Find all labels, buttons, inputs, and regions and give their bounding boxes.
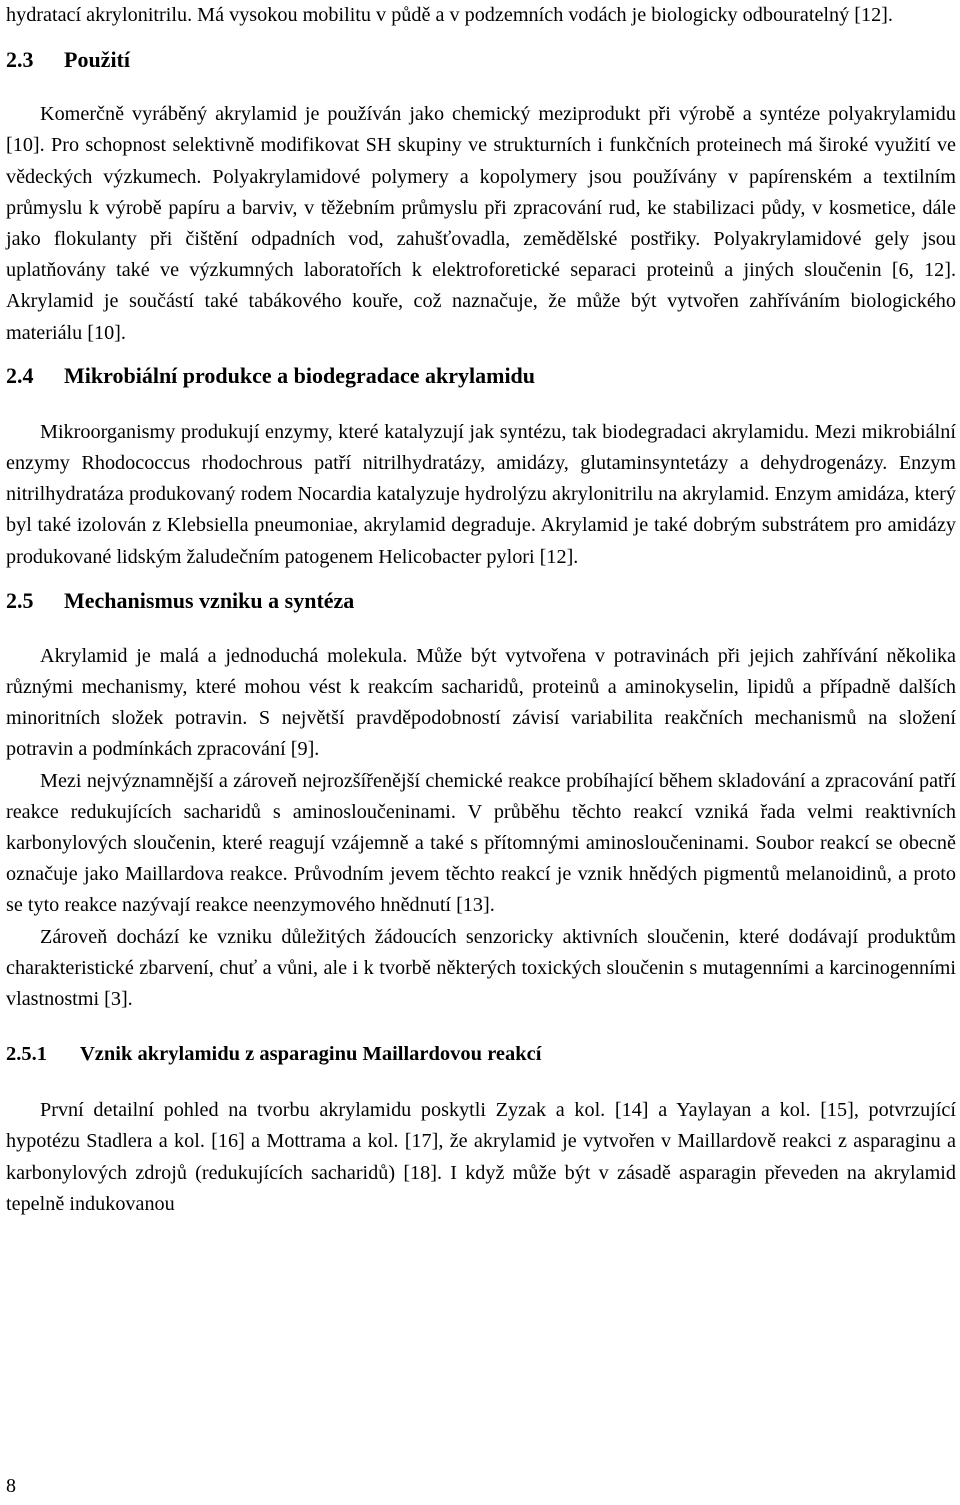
paragraph-mechanism-intro: Akrylamid je malá a jednoduchá molekula. Může být vytvořena v potravinách při jejich zahřívání několika různými mechanismy, které mohou vést k reakcím sacharidů, proteinů a aminokyselin, lipidů a případně dalších minoritních složek potravin. S největší pravděpodobností závisí variabilita reakčních mechanismů na složení potravin a podmínkách zpracování [9]. xyxy=(6,644,956,761)
page-number: 8 xyxy=(6,1475,16,1497)
section-number: 2.5.1 xyxy=(6,1043,47,1066)
section-number: 2.4 xyxy=(6,362,34,388)
section-heading-2-5-1 xyxy=(6,1039,956,1069)
section-title: Použití xyxy=(64,47,130,73)
document-page xyxy=(6,0,956,1505)
paragraph-usage: Komerčně vyráběný akrylamid je používán jako chemický meziprodukt při výrobě a syntéze polyakrylamidu [10]. Pro schopnost selektivně modifikovat SH skupiny ve strukturních i funkčních proteinech má široké využití ve vědeckých výzkumech. Polyakrylamidové polymery a kopolymery jsou používány v papírenském a textilním průmyslu k výrobě papíru a barviv, v těžebním průmyslu při zpracování rud, ke stabilizaci půdy, v kosmetice, dále jako flokulanty při čištění odpadních vod, zahušťovadla, zemědělské postřiky. Polyakrylamidové gely jsou uplatňovány také ve výzkumných laboratořích k elektroforetické separaci proteinů a jiných sloučenin [6, 12]. Akrylamid je součástí také tabákového kouře, což naznačuje, že může být vytvořen zahříváním biologického materiálu [10]. xyxy=(6,103,956,344)
section-heading-2-4 xyxy=(6,361,956,391)
paragraph-intro-continuation: hydratací akrylonitrilu. Má vysokou mobilitu v půdě a v podzemních vodách je biologicky odbouratelný [12]. xyxy=(6,4,893,26)
section-number: 2.3 xyxy=(6,47,34,73)
section-title: Mechanismus vzniku a syntéza xyxy=(64,587,355,613)
section-title: Mikrobiální produkce a biodegradace akrylamidu xyxy=(64,362,536,388)
section-heading-2-3 xyxy=(6,45,956,75)
section-number: 2.5 xyxy=(6,587,34,613)
paragraph-microbial-production: Mikroorganismy produkují enzymy, které katalyzují jak syntézu, tak biodegradaci akrylamidu. Mezi mikrobiální enzymy Rhodococcus rhodochrous patří nitrilhydratázy, amidázy, glutaminsyntetázy a dehydrogenázy. Enzym nitrilhydratáza produkovaný rodem Nocardia katalyzuje hydrolýzu akrylonitrilu na akrylamid. Enzym amidáza, který byl také izolován z Klebsiella pneumoniae, akrylamid degraduje. Akrylamid je také dobrým substrátem pro amidázy produkované lidským žaludečním patogenem Helicobacter pylori [12]. xyxy=(6,420,956,568)
paragraph-maillard-reactions: Mezi nejvýznamnější a zároveň nejrozšířenější chemické reakce probíhající během skladování a zpracování patří reakce redukujících sacharidů s aminosloučeninami. V průběhu těchto reakcí vzniká řada velmi reaktivních karbonylových sloučenin, které reagují vzájemně a také s přítomnými aminosloučeninami. Soubor reakcí se obecně označuje jako Maillardova reakce. Průvodním jevem těchto reakcí je vznik hnědých pigmentů melanoidinů, a proto se tyto reakce nazývají reakce neenzymového hnědnutí [13]. xyxy=(6,769,956,917)
section-title: Vznik akrylamidu z asparaginu Maillardovou reakcí xyxy=(80,1043,542,1066)
paragraph-asparagine-pathway: První detailní pohled na tvorbu akrylamidu poskytli Zyzak a kol. [14] a Yaylayan a kol. [15], potvrzující hypotézu Stadlera a kol. [16] a Mottrama a kol. [17], že akrylamid je vytvořen v Maillardově reakci z asparaginu a karbonylových zdrojů (redukujících sacharidů) [18]. I když může být v zásadě asparagin převeden na akrylamid tepelně indukovanou xyxy=(6,1099,956,1215)
paragraph-sensory-compounds: Zároveň dochází ke vzniku důležitých žádoucích senzoricky aktivních sloučenin, které dodávají produktům charakteristické zbarvení, chuť a vůni, ale i k tvorbě některých toxických sloučenin s mutagenními a karcinogenními vlastnostmi [3]. xyxy=(6,925,956,1011)
section-heading-2-5 xyxy=(6,586,956,616)
